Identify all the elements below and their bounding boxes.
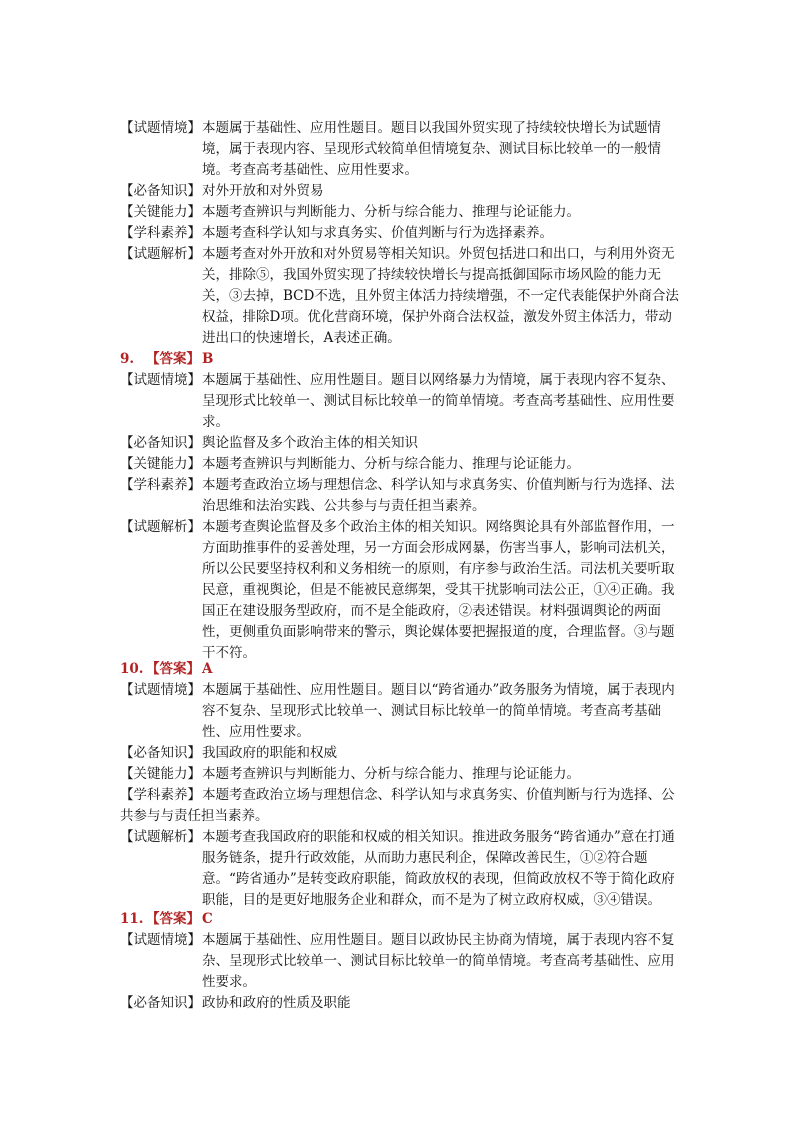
section-text: 本题属于基础性、应用性题目。题目以“跨省通办”政务服务为情境，属于表现内容不复杂、呈现形式比较单一、测试目标比较单一的简单情境。考查高考基础性、应用性要求。 [202, 682, 675, 740]
section-text: 本题考查我国政府的职能和权威的相关知识。推进政务服务“跨省通办”意在打通服务链条，提升行政效能，从而助力惠民利企，保障改善民生，①②符合题意。“跨省通办”是转变政府职能，简政放权的表现，但简政放权不等于简化政府职能，目的是更好地服务企业和群众，而不是为了树立政府权威，③④错误。 [202, 829, 675, 908]
section-text: 本题属于基础性、应用性题目。题目以政协民主协商为情境，属于表现内容不复杂、呈现形式比较单一、测试目标比较单一的简单情境。考查高考基础性、应用性要求。 [202, 932, 675, 990]
section-tag: 【必备知识】 [120, 435, 201, 451]
section-analysis [120, 827, 685, 911]
section-tag: 【试题情境】 [120, 120, 201, 136]
section-tag: 【关键能力】 [120, 204, 201, 220]
section-scenario [120, 930, 685, 993]
section-text: 本题考查辨识与判断能力、分析与综合能力、推理与论证能力。 [202, 204, 580, 220]
answer-line [120, 909, 213, 930]
section-tag: 【学科素养】 [120, 787, 201, 803]
answer-label: 【答案】 [146, 351, 200, 367]
section-tag: 【必备知识】 [120, 995, 201, 1011]
section-knowledge [120, 181, 685, 202]
section-tag: 【学科素养】 [120, 477, 201, 493]
section-tag: 【试题情境】 [120, 932, 201, 948]
section-tag: 【试题解析】 [120, 829, 201, 845]
section-text: 我国政府的职能和权威 [202, 745, 337, 761]
question-number: 9. [120, 351, 135, 367]
section-text: 政协和政府的性质及职能 [202, 995, 351, 1011]
section-literacy [120, 785, 685, 827]
section-text: 舆论监督及多个政治主体的相关知识 [202, 435, 418, 451]
section-ability [120, 454, 685, 475]
section-literacy [120, 223, 685, 244]
question-number: 11. [120, 911, 144, 927]
section-text: 本题考查政治立场与理想信念、科学认知与求真务实、价值判断与行为选择、法治思维和法治实践、公共参与与责任担当素养。 [202, 477, 675, 514]
section-text: 本题考查辨识与判断能力、分析与综合能力、推理与论证能力。 [202, 766, 580, 782]
section-tag: 【学科素养】 [120, 225, 201, 241]
section-tag: 【关键能力】 [120, 766, 201, 782]
section-scenario [120, 118, 685, 181]
section-text: 对外开放和对外贸易 [202, 183, 324, 199]
section-tag: 【必备知识】 [120, 183, 201, 199]
section-analysis [120, 517, 685, 664]
section-scenario [120, 680, 685, 743]
section-text: 本题考查辨识与判断能力、分析与综合能力、推理与论证能力。 [202, 456, 580, 472]
section-tag: 【试题解析】 [120, 519, 201, 535]
section-text: 本题考查科学认知与求真务实、价值判断与行为选择素养。 [202, 225, 553, 241]
section-text: 本题考查对外开放和对外贸易等相关知识。外贸包括进口和出口，与利用外资无关，排除⑤，我国外贸实现了持续较快增长与提高抵御国际市场风险的能力无关，③去掉，BCD不选，且外贸主体活力持续增强，不一定代表能保护外商合法权益，排除D项。优化营商环境，保护外商合法权益，激发外贸主体活力，带动进出口的快速增长，A表述正确。 [202, 246, 679, 346]
section-tag: 【关键能力】 [120, 456, 201, 472]
question-number: 10. [120, 661, 144, 677]
answer-value: C [202, 911, 213, 927]
answer-label: 【答案】 [146, 661, 200, 677]
answer-value: B [202, 351, 214, 367]
answer-value: A [202, 661, 213, 677]
section-tag: 【必备知识】 [120, 745, 201, 761]
section-literacy [120, 475, 685, 517]
section-knowledge [120, 993, 685, 1014]
answer-line [120, 659, 212, 680]
section-knowledge [120, 433, 685, 454]
section-tag: 【试题情境】 [120, 372, 201, 388]
section-ability [120, 764, 685, 785]
section-tag: 【试题解析】 [120, 246, 201, 262]
section-ability [120, 202, 685, 223]
answer-label: 【答案】 [146, 911, 200, 927]
section-knowledge [120, 743, 685, 764]
section-text: 本题属于基础性、应用性题目。题目以我国外贸实现了持续较快增长为试题情境，属于表现内容、呈现形式较简单但情境复杂、测试目标比较单一的一般情境。考查高考基础性、应用性要求。 [202, 120, 661, 178]
section-tag: 【试题情境】 [120, 682, 201, 698]
section-text: 本题考查政治立场与理想信念、科学认知与求真务实、价值判断与行为选择、公共参与与责任担当素养。 [120, 787, 675, 824]
section-analysis [120, 244, 685, 349]
section-text: 本题属于基础性、应用性题目。题目以网络暴力为情境，属于表现内容不复杂、呈现形式比较单一、测试目标比较单一的简单情境。考查高考基础性、应用性要求。 [202, 372, 675, 430]
section-text: 本题考查舆论监督及多个政治主体的相关知识。网络舆论具有外部监督作用，一方面助推事件的妥善处理，另一方面会形成网暴，伤害当事人，影响司法机关，所以公民要坚持权利和义务相统一的原则，有序参与政治生活。司法机关要听取民意，重视舆论，但是不能被民意绑架，受其干扰影响司法公正，①④正确。我国正在建设服务型政府，而不是全能政府，②表述错误。材料强调舆论的两面性，更侧重负面影响带来的警示，舆论媒体要把握报道的度，合理监督。③与题干不符。 [202, 519, 675, 661]
section-scenario [120, 370, 685, 433]
answer-line [120, 349, 213, 370]
